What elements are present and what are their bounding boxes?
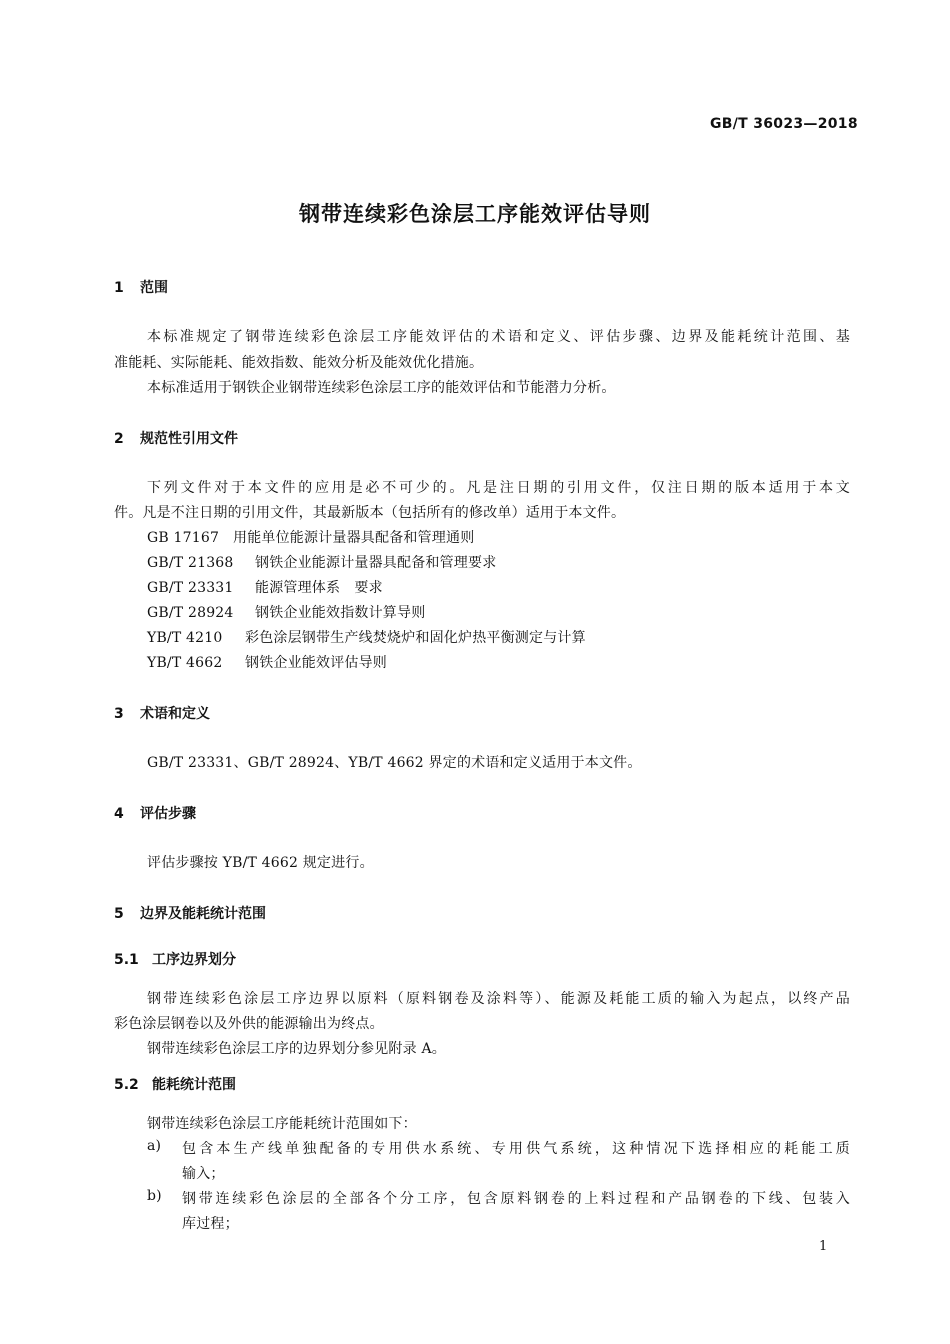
reference-name: 能源管理体系 要求 (255, 580, 383, 596)
section-title: 规范性引用文件 (140, 431, 238, 447)
list-item-line: 钢带连续彩色涂层的全部各个分工序，包含原料钢卷的上料过程和产品钢卷的下线、包装入 (182, 1191, 850, 1207)
section-title: 边界及能耗统计范围 (140, 906, 266, 922)
section-number: 1 (114, 280, 124, 296)
subsection-number: 5.1 (114, 952, 139, 968)
section-4-heading (114, 803, 196, 823)
reference-item (147, 652, 387, 672)
paragraph-line: 彩色涂层钢卷以及外供的能源输出为终点。 (114, 1016, 384, 1032)
document-title: 钢带连续彩色涂层工序能效评估导则 (299, 202, 651, 226)
reference-name: 钢铁企业能效评估导则 (245, 655, 387, 671)
reference-code: YB/T 4662 (147, 655, 223, 671)
paragraph-line: 下列文件对于本文件的应用是必不可少的。凡是注日期的引用文件，仅注日期的版本适用于本文 (147, 480, 850, 496)
subsection-title: 能耗统计范围 (152, 1077, 236, 1093)
reference-item (147, 552, 496, 572)
list-item-tag: b) (147, 1188, 162, 1204)
reference-code: YB/T 4210 (147, 630, 223, 646)
paragraph-line: 钢带连续彩色涂层工序边界以原料（原料钢卷及涂料等）、能源及耗能工质的输入为起点，以终产品 (147, 991, 850, 1007)
list-item (147, 1188, 850, 1238)
subsection-5-1-heading (114, 949, 236, 969)
reference-code: GB 17167 (147, 530, 220, 546)
reference-code: GB/T 21368 (147, 555, 234, 571)
section-number: 2 (114, 431, 124, 447)
reference-name: 钢铁企业能源计量器具配备和管理要求 (255, 555, 497, 571)
section-5-heading (114, 903, 266, 923)
section-title: 评估步骤 (140, 806, 196, 822)
page-number: 1 (819, 1239, 828, 1254)
reference-name: 用能单位能源计量器具配备和管理通则 (233, 530, 475, 546)
section-number: 4 (114, 806, 124, 822)
reference-name: 彩色涂层钢带生产线焚烧炉和固化炉热平衡测定与计算 (245, 630, 586, 646)
paragraph: 钢带连续彩色涂层工序的边界划分参见附录 A。 (147, 1041, 446, 1057)
standard-number: GB/T 36023—2018 (710, 116, 858, 132)
reference-item (147, 577, 383, 597)
section-3-heading (114, 703, 210, 723)
paragraph-line: 件。凡是不注日期的引用文件，其最新版本（包括所有的修改单）适用于本文件。 (114, 505, 626, 521)
section-title: 范围 (140, 280, 168, 296)
reference-item (147, 527, 474, 547)
list-item-line: 输入； (182, 1166, 225, 1182)
section-number: 3 (114, 706, 124, 722)
list-item-line: 库过程； (182, 1216, 239, 1232)
paragraph: 评估步骤按 YB/T 4662 规定进行。 (147, 855, 374, 871)
section-title: 术语和定义 (140, 706, 210, 722)
subsection-5-2-heading (114, 1074, 236, 1094)
list-item (147, 1138, 850, 1188)
section-1-heading (114, 277, 168, 297)
reference-code: GB/T 23331 (147, 580, 234, 596)
paragraph-line: 本标准规定了钢带连续彩色涂层工序能效评估的术语和定义、评估步骤、边界及能耗统计范围、基 (147, 329, 850, 345)
subsection-number: 5.2 (114, 1077, 139, 1093)
reference-name: 钢铁企业能效指数计算导则 (255, 605, 426, 621)
section-number: 5 (114, 906, 124, 922)
paragraph-line: 准能耗、实际能耗、能效指数、能效分析及能效优化措施。 (114, 355, 484, 371)
list-item-line: 包含本生产线单独配备的专用供水系统、专用供气系统，这种情况下选择相应的耗能工质 (182, 1141, 850, 1157)
reference-item (147, 627, 586, 647)
reference-code: GB/T 28924 (147, 605, 234, 621)
reference-item (147, 602, 425, 622)
paragraph: GB/T 23331、GB/T 28924、YB/T 4662 界定的术语和定义适用于本文件。 (147, 755, 642, 771)
list-item-tag: a) (147, 1138, 162, 1154)
subsection-title: 工序边界划分 (152, 952, 236, 968)
paragraph: 钢带连续彩色涂层工序能耗统计范围如下： (147, 1116, 417, 1132)
paragraph: 本标准适用于钢铁企业钢带连续彩色涂层工序的能效评估和节能潜力分析。 (147, 380, 616, 396)
section-2-heading (114, 428, 238, 448)
